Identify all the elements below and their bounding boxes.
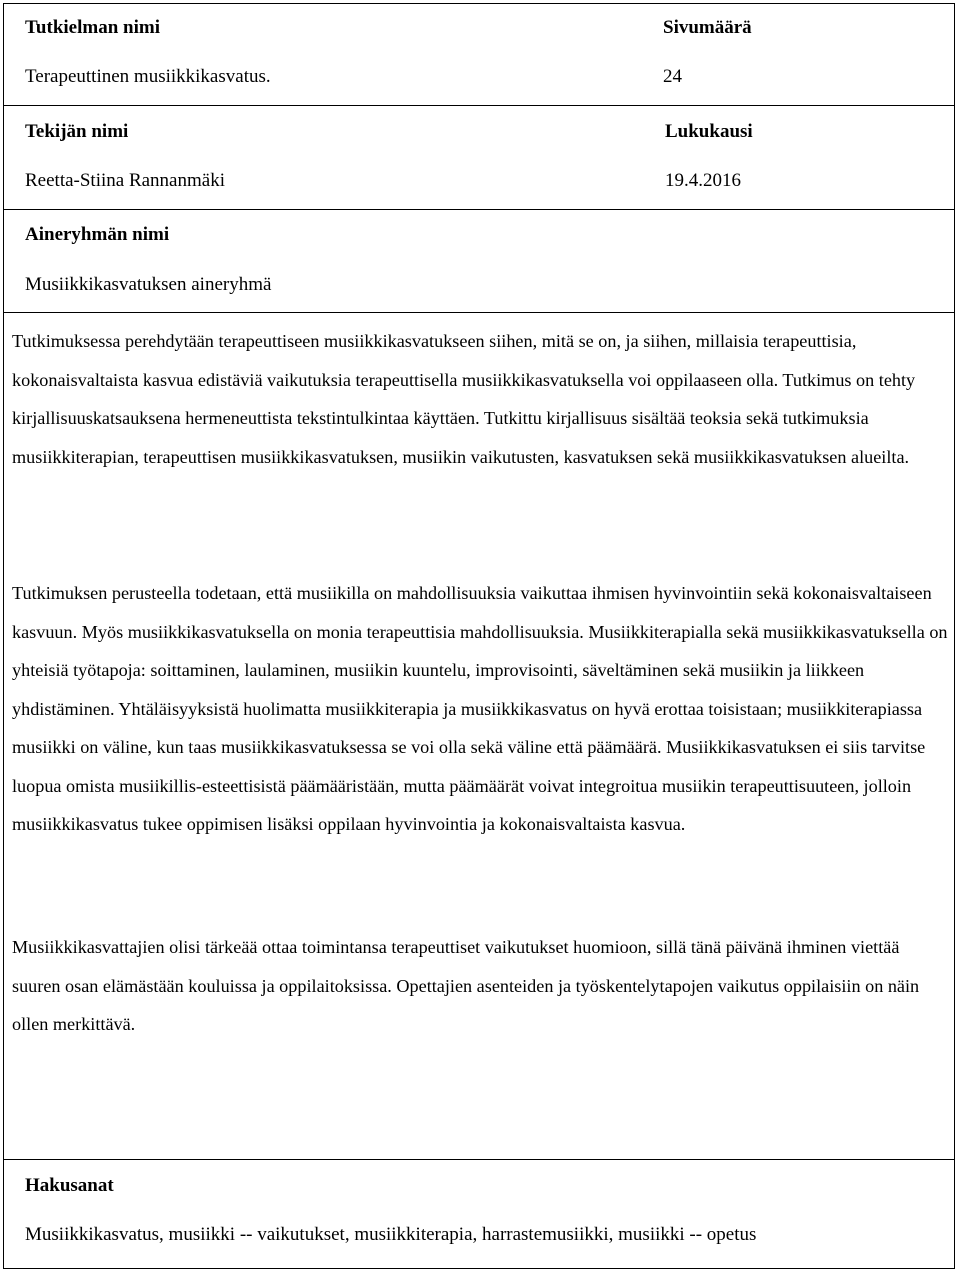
title-label: Tutkielman nimi — [25, 17, 160, 38]
keywords-value: Musiikkikasvatus, musiikki -- vaikutukset, musiikkiterapia, harrastemusiikki, musiikki -- opetus — [25, 1224, 757, 1245]
divider-abstract — [3, 1159, 955, 1160]
pages-value: 24 — [663, 66, 682, 87]
abstract-section — [12, 322, 948, 476]
abstract-paragraph-1: Tutkimuksessa perehdytään terapeuttiseen musiikkikasvatukseen siihen, mitä se on, ja siihen, millaisia terapeuttisia, kokonaisvaltaista kasvua edistäviä vaikutuksia terapeuttisella musiikkikasvatuksella voi oppilaaseen olla. Tutkimus on tehty kirjallisuuskatsauksena hermeneuttista tekstintulkintaa käyttäen. Tutkittu kirjallisuus sisältää teoksia sekä tutkimuksia musiikkiterapian, terapeuttisen musiikkikasvatuksen, musiikin vaikutusten, kasvatuksen sekä musiikkikasvatuksen alueilta. — [12, 331, 916, 467]
abstract-section-2 — [12, 574, 948, 844]
author-label: Tekijän nimi — [25, 121, 129, 142]
author-value: Reetta-Stiina Rannanmäki — [25, 170, 225, 191]
term-label: Lukukausi — [665, 121, 753, 142]
divider-subject — [3, 312, 955, 313]
term-value: 19.4.2016 — [665, 170, 741, 191]
subject-value: Musiikkikasvatuksen aineryhmä — [25, 274, 272, 295]
subject-label: Aineryhmän nimi — [25, 224, 170, 245]
abstract-section-3 — [12, 928, 948, 1044]
title-value: Terapeuttinen musiikkikasvatus. — [25, 66, 271, 87]
abstract-paragraph-2: Tutkimuksen perusteella todetaan, että musiikilla on mahdollisuuksia vaikuttaa ihmisen hyvinvointiin sekä kokonaisvaltaiseen kasvuun. Myös musiikkikasvatuksella on monia terapeuttisia mahdollisuuksia. Musiikkiterapialla sekä musiikkikasvatuksella on yhteisiä työtapoja: soittaminen, laulaminen, musiikin kuuntelu, improvisointi, säveltäminen sekä musiikin ja liikkeen yhdistäminen. Yhtäläisyyksistä huolimatta musiikkiterapia ja musiikkikasvatus on hyvä erottaa toisistaan; musiikkiterapiassa musiikki on väline, kun taas musiikkikasvatuksessa se voi olla sekä väline että päämäärä. Musiikkikasvatuksen ei siis tarvitse luopua omista musiikillis-esteettisistä päämääristään, mutta päämäärät voivat integroitua musiikin terapeuttisuuteen, jolloin musiikkikasvatus tukee oppimisen lisäksi oppilaan hyvinvointia ja kokonaisvaltaista kasvua. — [12, 583, 948, 834]
divider-author — [3, 209, 955, 210]
divider-title — [3, 105, 955, 106]
abstract-paragraph-3: Musiikkikasvattajien olisi tärkeää ottaa toimintansa terapeuttiset vaikutukset huomioon, sillä tänä päivänä ihminen viettää suuren osan elämästään kouluissa ja oppilaitoksissa. Opettajien asenteiden ja työskentelytapojen vaikutus oppilaisiin on näin ollen merkittävä. — [12, 937, 920, 1034]
pages-label: Sivumäärä — [663, 17, 752, 38]
keywords-label: Hakusanat — [25, 1175, 114, 1196]
